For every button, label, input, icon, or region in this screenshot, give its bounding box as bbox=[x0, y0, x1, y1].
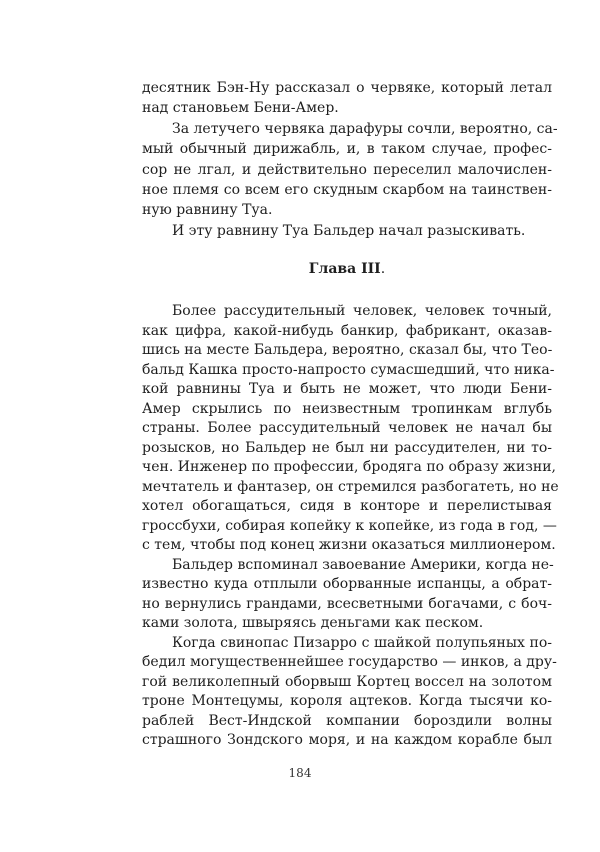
text-line: хотел обогащаться, сидя в конторе и перелистывая bbox=[142, 498, 552, 514]
text-line: страшного Зондского моря, и на каждом корабле был bbox=[142, 732, 552, 748]
text-line: Бальдер вспоминал завоевание Америки, когда не- bbox=[172, 556, 554, 573]
chapter-title-dot: . bbox=[380, 261, 386, 277]
text-line: бальд Кашка просто-напросто сумасшедший, что ника- bbox=[142, 361, 555, 378]
text-line: Когда свинопас Пизарро с шайкой полупьяных по- bbox=[172, 634, 552, 651]
text-line: известно куда отплыли оборванные испанцы, а обрат- bbox=[142, 576, 552, 592]
text-line: бедил могущественнейшее государство — инков, а дру- bbox=[142, 654, 557, 670]
text-line: гой великолепный оборвыш Кортец воссел на золотом bbox=[142, 673, 552, 690]
paragraph bbox=[142, 221, 552, 241]
text-line: как цифра, какой-нибудь банкир, фабрикант, оказав- bbox=[142, 322, 552, 339]
text-line: мечтатель и фантазер, он стремился разбогатеть, но не bbox=[142, 478, 559, 495]
text-line: кой равнины Туа и быть не может, что люди Бени- bbox=[142, 381, 552, 397]
page-number: 184 bbox=[288, 766, 312, 780]
text-line: ное племя со всем его скудным скарбом на таинствен- bbox=[142, 182, 552, 199]
text-line: гроссбухи, собирая копейку к копейке, из года в год, — bbox=[142, 517, 557, 534]
text-line: За летучего червяка дарафуры сочли, вероятно, са- bbox=[172, 120, 558, 137]
chapter-heading bbox=[142, 261, 552, 277]
paragraph bbox=[142, 119, 558, 221]
text-line: над становьем Бени-Амер. bbox=[142, 100, 339, 117]
text-line: чен. Инженер по профессии, бродяга по образу жизни, bbox=[142, 459, 556, 475]
text-line: Более рассудительный человек, человек точный, bbox=[172, 303, 552, 319]
text-line: ками золота, швыряясь деньгами как песком. bbox=[142, 615, 484, 631]
text-block-body bbox=[142, 302, 559, 751]
text-line: шись на месте Бальдера, вероятно, сказал бы, что Тео- bbox=[142, 342, 553, 358]
text-line: И эту равнину Туа Бальдер начал разыскивать. bbox=[172, 222, 526, 239]
text-line: страны. Более рассудительный человек не начал бы bbox=[142, 420, 552, 436]
text-line: десятник Бэн-Ну рассказал о червяке, который летал bbox=[142, 80, 552, 96]
paragraph bbox=[142, 78, 552, 119]
paragraph bbox=[142, 634, 557, 751]
text-line: раблей Вест-Индской компании бороздили волны bbox=[142, 712, 552, 729]
text-line: троне Монтецумы, короля ацтеков. Когда тысячи ко- bbox=[142, 693, 552, 709]
text-line: Амер скрылись по неизвестным тропинкам вглубь bbox=[142, 400, 552, 417]
paragraph bbox=[142, 302, 559, 556]
text-line: ную равнину Туа. bbox=[142, 202, 273, 219]
text-line: сор не лгал, и действительно переселил малочислен- bbox=[142, 161, 552, 178]
text-line: мый обычный дирижабль, и, в таком случае, профес- bbox=[142, 141, 552, 158]
chapter-title: Глава III bbox=[308, 261, 381, 277]
paragraph bbox=[142, 556, 552, 634]
text-line: но вернулись грандами, всесветными богачами, с боч- bbox=[142, 595, 552, 612]
text-line: розысков, но Бальдер не был ни рассудителен, ни то- bbox=[142, 439, 552, 456]
text-line: с тем, чтобы под конец жизни оказаться миллионером. bbox=[142, 537, 556, 553]
text-block-top bbox=[142, 78, 558, 241]
